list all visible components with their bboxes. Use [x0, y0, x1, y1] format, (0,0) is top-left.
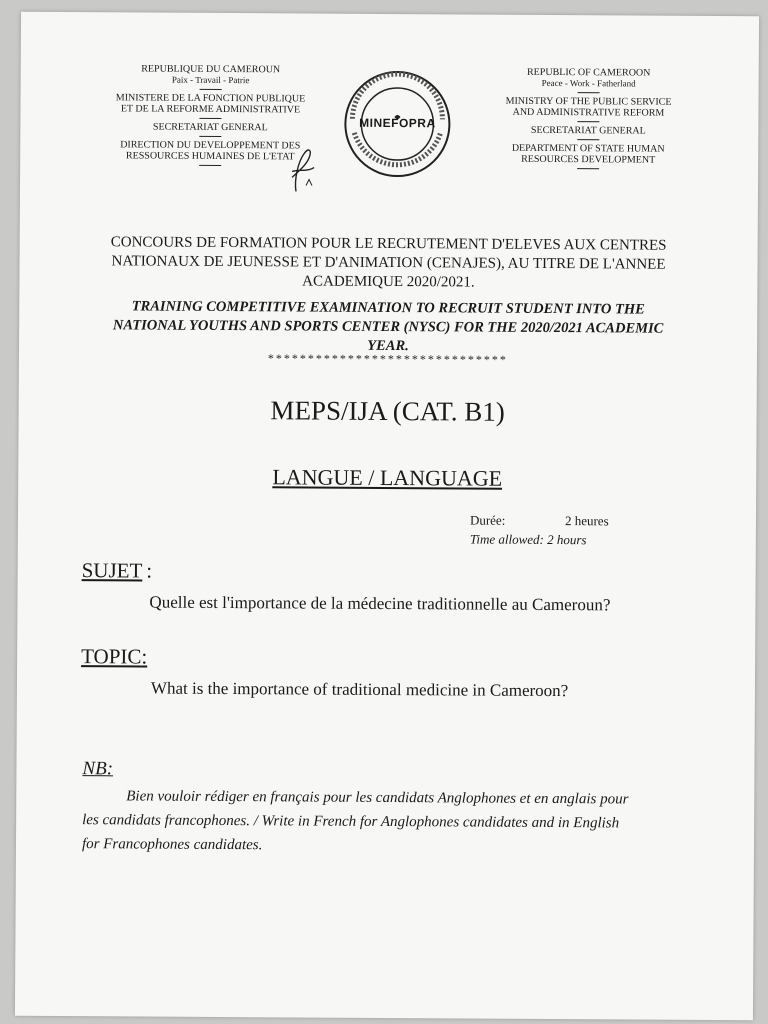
- nb-colon: :: [106, 758, 114, 780]
- header-right-en: [468, 66, 709, 172]
- duration-block: [470, 511, 690, 550]
- nb-line3: for Francophones candidates.: [81, 836, 263, 854]
- exam-title-fr: [29, 233, 747, 294]
- divider: [199, 165, 221, 166]
- ministry-en-line1: MINISTRY OF THE PUBLIC SERVICE: [505, 95, 672, 108]
- duration-fr-value: 2 heures: [564, 513, 609, 529]
- topic-heading: [81, 644, 147, 669]
- divider: [577, 121, 599, 122]
- exam-sheet: [15, 12, 759, 1020]
- nb-instructions: [82, 784, 742, 860]
- department-en-line2: RESOURCES DEVELOPMENT: [521, 153, 656, 166]
- duration-en: [470, 530, 690, 550]
- secretariat-fr: SECRETARIAT GENERAL: [152, 121, 268, 134]
- divider: [200, 89, 222, 90]
- sujet-question: Quelle est l'importance de la médecine traditionnelle au Cameroun?: [149, 592, 611, 615]
- nb-label: NB: [82, 758, 107, 780]
- sujet-heading: [82, 558, 153, 583]
- duration-fr: [470, 511, 690, 531]
- topic-label: TOPIC: [81, 644, 142, 669]
- divider: [199, 118, 221, 119]
- exam-title-en-line3: YEAR.: [367, 337, 409, 355]
- nb-line2: les candidats francophones. / Write in French for Anglophones candidates and in English: [82, 812, 620, 832]
- exam-title-en-line2: NATIONAL YOUTHS AND SPORTS CENTER (NYSC) FOR THE 2020/2021 ACADEMIC: [112, 317, 664, 337]
- topic-colon: :: [141, 644, 148, 669]
- country-name-fr: REPUBLIQUE DU CAMEROUN: [141, 63, 281, 76]
- direction-fr-line2: RESSOURCES HUMAINES DE L'ETAT: [125, 150, 295, 163]
- exam-title-fr-line2: NATIONAUX DE JEUNESSE ET D'ANIMATION (CENAJES), AU TITRE DE L'ANNEE: [111, 253, 666, 273]
- duration-en-label: Time allowed:: [469, 531, 544, 547]
- ministry-fr-line2: ET DE LA REFORME ADMINISTRATIVE: [120, 103, 301, 116]
- exam-code: MEPS/IJA (CAT. B1): [270, 395, 505, 427]
- exam-title-fr-line1: CONCOURS DE FORMATION POUR LE RECRUTEMENT D'ELEVES AUX CENTRES: [110, 234, 667, 254]
- divider: [577, 168, 599, 169]
- stars-divider: ******************************: [267, 351, 508, 367]
- ministry-en-line2: AND ADMINISTRATIVE REFORM: [512, 106, 665, 119]
- nb-line1: Bien vouloir rédiger en français pour les candidats Anglophones et en anglais pour: [126, 788, 629, 808]
- divider: [578, 92, 600, 93]
- country-name-en: REPUBLIC OF CAMEROON: [526, 66, 651, 79]
- secretariat-en: SECRETARIAT GENERAL: [530, 124, 646, 137]
- nb-heading: [82, 758, 113, 780]
- exam-title-en-line1: TRAINING COMPETITIVE EXAMINATION TO RECRUIT STUDENT INTO THE: [131, 298, 645, 318]
- divider: [199, 136, 221, 137]
- exam-title-fr-line3: ACADEMIQUE 2020/2021.: [302, 273, 475, 291]
- topic-question: What is the importance of traditional medicine in Cameroon?: [150, 678, 569, 701]
- ministry-seal: [342, 69, 453, 180]
- ministry-fr-line1: MINISTERE DE LA FONCTION PUBLIQUE: [115, 92, 306, 105]
- duration-en-value: 2 hours: [547, 531, 587, 548]
- exam-title-en: [29, 297, 747, 358]
- handwritten-initials: [282, 141, 322, 201]
- motto-en: Peace - Work - Fatherland: [541, 77, 636, 89]
- seal-label: MINEFOPRA: [359, 115, 436, 131]
- sujet-colon: :: [146, 558, 153, 583]
- sujet-label: SUJET: [81, 558, 143, 583]
- duration-fr-label: Durée:: [469, 512, 506, 528]
- divider: [577, 139, 599, 140]
- department-en-line1: DEPARTMENT OF STATE HUMAN: [511, 142, 665, 155]
- direction-fr-line1: DIRECTION DU DEVELOPPEMENT DES: [120, 139, 301, 152]
- motto-fr: Paix - Travail - Patrie: [171, 74, 250, 86]
- subject-title: LANGUE / LANGUAGE: [272, 464, 503, 491]
